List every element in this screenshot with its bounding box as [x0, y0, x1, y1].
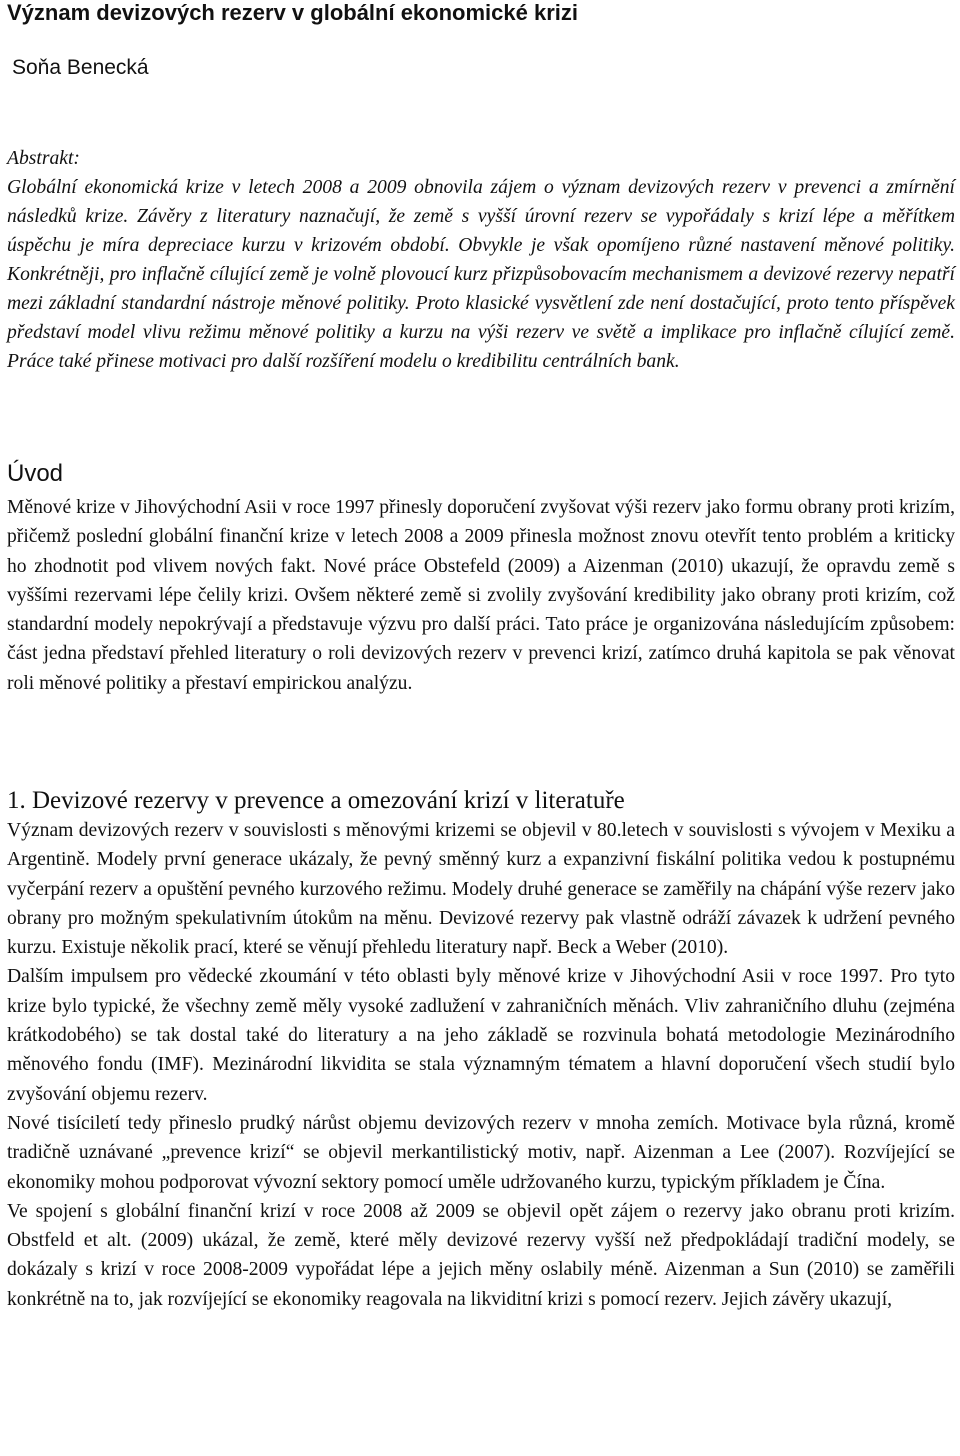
section-1-paragraph-1: Význam devizových rezerv v souvislosti s měnovými krizemi se objevil v 80.letech v souvislosti s vývojem v Mexiku a Argentině. Modely první generace ukázaly, že pevný směnný kurz a expanzivní fiskální politika vedou k postupnému vyčerpání rezerv a opuštění pevného kurzového režimu. Modely druhé generace se zaměřily na chápání výše rezerv jako obrany pro možným spekulativním útokům na měnu. Devizové rezervy pak vlastně odráží závazek k udržení pevného kurzu. Existuje několik prací, které se věnují přehledu literatury např. Beck a Weber (2010). — [7, 820, 955, 959]
abstract-block — [7, 144, 955, 376]
introduction-body — [7, 493, 955, 698]
section-1-paragraph-4: Ve spojení s globální finanční krizí v roce 2008 až 2009 se objevil opět zájem o rezervy jako obranu proti krizím. Obstfeld et alt. (2009) ukázal, že země, které měly devizové rezervy vyšší než předpokládají tradiční modely, se dokázaly s krizí v roce 2008-2009 vypořádat lépe a jejich měny oslabily méně. Aizenman a Sun (2010) se zaměřili konkrétně na to, jak rozvíjející se ekonomiky reagovala na likviditní krizi s pomocí rezerv. Jejich závěry ukazují, — [7, 1200, 955, 1310]
section-1-paragraph-3: Nové tisíciletí tedy přineslo prudký nárůst objemu devizových rezerv v mnoha zemích. Motivace byla různá, kromě tradičně uznávané „prevence krizí“ se objevil merkantilistický motiv, např. Aizenman a Lee (2007). Rozvíjející se ekonomiky mohou podporovat vývozní sektory pomocí uměle udržovaného kurzu, typickým příkladem je Čína. — [7, 1112, 955, 1193]
author-name: Soňa Benecká — [12, 56, 149, 79]
introduction-heading: Úvod — [7, 460, 64, 487]
document-title: Význam devizových rezerv v globální ekonomické krizi — [7, 0, 579, 25]
abstract-text: Globální ekonomická krize v letech 2008 a 2009 obnovila zájem o význam devizových rezerv v prevenci a zmírnění následků krize. Závěry z literatury naznačují, že země s vyšší úrovní rezerv se vypořádaly s krizí lépe a měřítkem úspěchu je míra depreciace kurzu v krizovém období. Obvykle je však opomíjeno různé nastavení měnové politiky. Konkrétněji, pro inflačně cílující země je volně plovoucí kurz přizpůsobovacím mechanismem a devizové rezervy nepatří mezi základní standardní nástroje měnové politiky. Proto klasické vysvětlení zde není dostačující, proto tento příspěvek představí model vlivu režimu měnové politiky a kurzu na výši rezerv ve světě a implikace pro inflačně cílující země. Práce také přinese motivaci pro další rozšíření modelu o kredibilitu centrálních bank. — [7, 177, 955, 372]
introduction-paragraph: Měnové krize v Jihovýchodní Asii v roce 1997 přinesly doporučení zvyšovat výši rezerv jako formu obrany proti krizím, přičemž poslední globální finanční krize v letech 2008 a 2009 přinesla možnost znovu otevřít tento problém a kriticky ho zhodnotit pod vlivem nových fakt. Nové práce Obstefeld (2009) a Aizenman (2010) ukazují, že opravdu země s vyššími rezervami lépe čelily krizi. Ovšem některé země si zvolily zvyšování kredibility jako obrany proti krizím, což standardní modely nepokrývají a představuje výzvu pro další práci. Tato práce je organizována následujícím způsobem: část jedna představí přehled literatury o roli devizových rezerv v prevenci krizí, zatímco druhá kapitola se pak věnovat roli měnové politiky a přestaví empirickou analýzu. — [7, 497, 955, 694]
section-1-body — [7, 816, 955, 1314]
section-1-heading: 1. Devizové rezervy v prevence a omezování krizí v literatuře — [7, 787, 625, 814]
abstract-label: Abstrakt: — [7, 148, 80, 169]
section-1-paragraph-2: Dalším impulsem pro vědecké zkoumání v této oblasti byly měnové krize v Jihovýchodní Asii v roce 1997. Pro tyto krize bylo typické, že všechny země měly vysoké zadlužení v zahraničních měnách. Vliv zahraničního dluhu (zejména krátkodobého) se tak dostal také do literatury a na jeho základě se rozvinula bohatá metodologie Mezinárodního měnového fondu (IMF). Mezinárodní likvidita se stala významným tématem a hlavní doporučení všech studií bylo zvyšování objemu rezerv. — [7, 966, 955, 1105]
